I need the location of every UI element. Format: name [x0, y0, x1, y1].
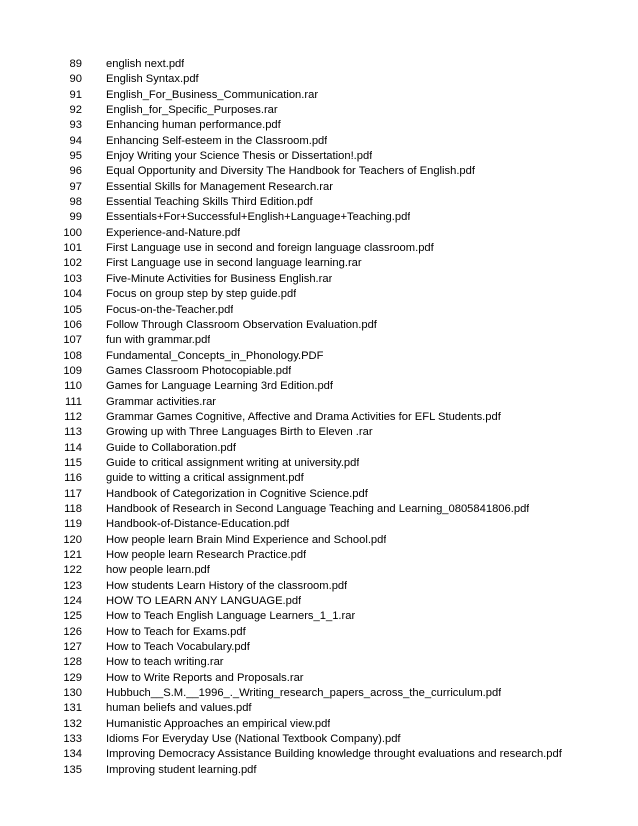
list-item — [0, 395, 638, 410]
list-item — [0, 655, 638, 670]
item-number: 108 — [63, 349, 82, 362]
file-name: Improving Democracy Assistance Building knowledge throught evaluations and research.pdf — [106, 748, 562, 761]
item-number: 96 — [69, 165, 82, 178]
item-number: 121 — [63, 549, 82, 561]
file-name: english next.pdf — [106, 58, 185, 70]
item-number: 132 — [63, 717, 82, 730]
file-name: How to Teach English Language Learners_1_1.rar — [106, 610, 356, 623]
item-number: 129 — [63, 671, 82, 684]
item-number: 105 — [63, 303, 82, 316]
item-number: 118 — [64, 502, 82, 515]
file-name: Enjoy Writing your Science Thesis or Dissertation!.pdf — [106, 150, 373, 163]
file-name: How to Teach for Exams.pdf — [106, 625, 246, 638]
list-item — [0, 717, 638, 732]
item-number: 119 — [64, 518, 82, 531]
file-name: HOW TO LEARN ANY LANGUAGE.pdf — [106, 595, 302, 608]
item-number: 113 — [64, 426, 82, 439]
file-name: Hubbuch__S.M.__1996_._Writing_research_papers_across_the_curriculum.pdf — [106, 687, 502, 700]
item-number: 90 — [69, 73, 82, 86]
item-number: 92 — [69, 104, 82, 117]
item-number: 128 — [63, 656, 82, 669]
list-item — [0, 256, 638, 271]
item-number: 135 — [63, 763, 82, 776]
list-item — [0, 118, 638, 133]
file-name: Follow Through Classroom Observation Evaluation.pdf — [106, 318, 377, 331]
file-name: Handbook of Research in Second Language Teaching and Learning_0805841806.pdf — [106, 502, 530, 515]
item-number: 126 — [63, 625, 82, 638]
item-number: 124 — [63, 595, 82, 608]
list-item — [0, 410, 638, 425]
list-item — [0, 103, 638, 118]
list-item — [0, 594, 638, 609]
list-item — [0, 195, 638, 210]
file-name: Essential Skills for Management Research.rar — [106, 180, 333, 193]
item-number: 89 — [69, 58, 82, 70]
list-item — [0, 364, 638, 379]
file-name: Fundamental_Concepts_in_Phonology.PDF — [106, 349, 324, 362]
file-name: Grammar activities.rar — [106, 395, 217, 408]
list-item — [0, 502, 638, 517]
item-number: 95 — [69, 150, 82, 163]
file-name: First Language use in second and foreign language classroom.pdf — [106, 242, 434, 255]
list-item — [0, 272, 638, 287]
file-name: Handbook-of-Distance-Education.pdf — [106, 518, 290, 531]
item-number: 107 — [63, 334, 82, 347]
list-item — [0, 57, 638, 72]
list-item — [0, 333, 638, 348]
file-name: Experience-and-Nature.pdf — [106, 226, 241, 239]
list-item — [0, 471, 638, 486]
item-number: 120 — [63, 533, 82, 546]
list-item — [0, 287, 638, 302]
file-name: How students Learn History of the classroom.pdf — [106, 579, 348, 592]
list-item — [0, 210, 638, 225]
item-number: 110 — [64, 380, 82, 393]
item-number: 94 — [69, 134, 82, 147]
file-name: Improving student learning.pdf — [106, 763, 257, 776]
file-name: First Language use in second language learning.rar — [106, 257, 362, 270]
list-item — [0, 303, 638, 318]
item-number: 127 — [63, 641, 82, 654]
item-number: 93 — [69, 119, 82, 132]
list-item — [0, 441, 638, 456]
item-number: 114 — [64, 441, 82, 454]
file-name: Guide to critical assignment writing at university.pdf — [106, 456, 360, 469]
list-item — [0, 72, 638, 87]
list-item — [0, 349, 638, 364]
file-name: English_For_Business_Communication.rar — [106, 88, 319, 101]
file-name: Growing up with Three Languages Birth to Eleven .rar — [106, 426, 373, 439]
file-name: Handbook of Categorization in Cognitive Science.pdf — [106, 487, 368, 500]
item-number: 116 — [64, 472, 82, 485]
item-number: 100 — [63, 226, 82, 239]
item-number: 117 — [64, 487, 82, 500]
item-number: 130 — [63, 687, 82, 700]
file-name: Five-Minute Activities for Business English.rar — [106, 272, 333, 285]
file-name: How people learn Brain Mind Experience and School.pdf — [106, 533, 387, 546]
list-item — [0, 671, 638, 686]
item-number: 111 — [64, 395, 82, 408]
item-number: 102 — [63, 257, 82, 270]
list-item — [0, 164, 638, 179]
file-list — [0, 57, 638, 778]
list-item — [0, 517, 638, 532]
file-name: Enhancing Self-esteem in the Classroom.pdf — [106, 134, 328, 147]
item-number: 125 — [63, 610, 82, 623]
file-name: How to Write Reports and Proposals.rar — [106, 671, 304, 684]
file-name: How people learn Research Practice.pdf — [106, 549, 307, 561]
file-name: Enhancing human performance.pdf — [106, 119, 281, 132]
file-name: Games for Language Learning 3rd Edition.pdf — [106, 380, 334, 393]
list-item — [0, 701, 638, 716]
list-item — [0, 640, 638, 655]
item-number: 104 — [63, 288, 82, 301]
file-name: Idioms For Everyday Use (National Textbook Company).pdf — [106, 733, 401, 746]
list-item — [0, 88, 638, 103]
list-item — [0, 318, 638, 333]
item-number: 91 — [69, 88, 82, 101]
file-name: English_for_Specific_Purposes.rar — [106, 104, 278, 117]
file-name: Essential Teaching Skills Third Edition.pdf — [106, 196, 313, 209]
item-number: 115 — [64, 456, 82, 469]
list-item — [0, 579, 638, 594]
file-name: How to Teach Vocabulary.pdf — [106, 641, 250, 654]
list-item — [0, 747, 638, 762]
item-number: 133 — [63, 733, 82, 746]
list-item — [0, 425, 638, 440]
file-name: English Syntax.pdf — [106, 73, 199, 86]
file-name: guide to witting a critical assignment.pdf — [106, 472, 304, 485]
list-item — [0, 134, 638, 149]
item-number: 103 — [63, 272, 82, 285]
file-name: how people learn.pdf — [106, 564, 210, 577]
list-item — [0, 379, 638, 394]
list-item — [0, 226, 638, 241]
list-item — [0, 533, 638, 548]
list-item — [0, 456, 638, 471]
item-number: 109 — [63, 364, 82, 377]
list-item — [0, 732, 638, 747]
file-name: Guide to Collaboration.pdf — [106, 441, 236, 454]
list-item — [0, 686, 638, 701]
file-name: Focus-on-the-Teacher.pdf — [106, 303, 234, 316]
list-item — [0, 563, 638, 578]
list-item — [0, 609, 638, 624]
file-name: fun with grammar.pdf — [106, 334, 211, 347]
item-number: 131 — [63, 702, 82, 715]
file-name: How to teach writing.rar — [106, 656, 224, 669]
list-item — [0, 625, 638, 640]
item-number: 122 — [63, 564, 82, 577]
file-name: Grammar Games Cognitive, Affective and Drama Activities for EFL Students.pdf — [106, 410, 501, 423]
file-name: Games Classroom Photocopiable.pdf — [106, 364, 292, 377]
item-number: 101 — [63, 242, 82, 255]
list-item — [0, 241, 638, 256]
list-item — [0, 149, 638, 164]
item-number: 106 — [63, 318, 82, 331]
list-item — [0, 487, 638, 502]
list-item — [0, 180, 638, 195]
item-number: 99 — [69, 211, 82, 224]
item-number: 97 — [69, 180, 82, 193]
list-item — [0, 548, 638, 563]
item-number: 98 — [69, 196, 82, 209]
file-name: Focus on group step by step guide.pdf — [106, 288, 297, 301]
item-number: 123 — [63, 579, 82, 592]
item-number: 134 — [63, 748, 82, 761]
list-item — [0, 763, 638, 778]
file-name: Equal Opportunity and Diversity The Handbook for Teachers of English.pdf — [106, 165, 475, 178]
file-name: Essentials+For+Successful+English+Language+Teaching.pdf — [106, 211, 411, 224]
item-number: 112 — [64, 410, 82, 423]
file-name: Humanistic Approaches an empirical view.pdf — [106, 717, 331, 730]
file-name: human beliefs and values.pdf — [106, 702, 252, 715]
